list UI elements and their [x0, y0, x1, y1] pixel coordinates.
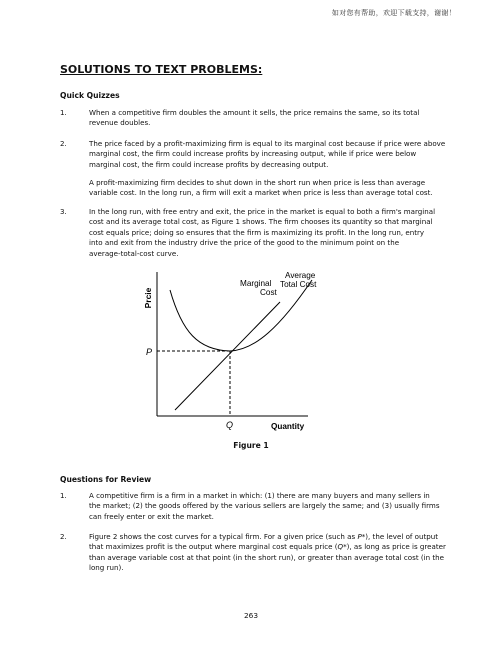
- review-1-number: 1.: [60, 491, 67, 500]
- quiz-2b-line-1: A profit-maximizing firm decides to shut down in the short run when price is less than average: [89, 178, 426, 187]
- y-axis-label: Prcie: [143, 287, 153, 309]
- review-2-line-1: [89, 532, 459, 542]
- figure-1-cost-curves: [130, 262, 330, 437]
- quiz-3-text: [89, 207, 459, 259]
- quiz-3-line-4: into and exit from the industry drive the price of the good to the minimum point on the: [89, 238, 400, 248]
- quiz-1-line-1: When a competitive firm doubles the amount it sells, the price remains the same, so its total: [89, 108, 420, 117]
- quiz-1-line-2: revenue doubles.: [89, 118, 151, 128]
- review-2-line-1-b: *), the level of output: [361, 532, 439, 541]
- review-1-line-2: the market; (2) the goods offered by the various sellers are largely the same; and (3) usually firms: [89, 501, 440, 511]
- p-star-variable: P: [357, 532, 362, 541]
- review-2-line-2: [89, 542, 459, 552]
- p-label: P: [146, 347, 153, 357]
- quiz-1-text: [89, 108, 459, 129]
- questions-for-review-heading: Questions for Review: [60, 475, 152, 484]
- review-2-line-2-b: *), as long as price is greater: [343, 542, 446, 552]
- quiz-3-number: 3.: [60, 207, 67, 216]
- average-total-cost-curve: [170, 280, 312, 351]
- quick-quizzes-heading: Quick Quizzes: [60, 91, 120, 100]
- review-1-line-1: A competitive firm is a firm in a market in which: (1) there are many buyers and many sellers in: [89, 491, 430, 500]
- quiz-1-number: 1.: [60, 108, 67, 117]
- review-1-text: [89, 491, 459, 522]
- review-2-line-2-a: that maximizes profit is the output where marginal cost equals price (: [89, 542, 338, 552]
- review-1-line-3: can freely enter or exit the market.: [89, 511, 214, 521]
- quiz-3-line-1: In the long run, with free entry and exit, the price in the market is equal to both a firm's marginal: [89, 207, 436, 216]
- page-number: 263: [243, 611, 259, 620]
- quiz-2-shutdown-text: [89, 178, 459, 199]
- quiz-3-line-5: average-total-cost curve.: [89, 248, 179, 258]
- marginal-cost-curve: [175, 302, 280, 410]
- x-axis-label: Quantity: [271, 422, 305, 431]
- q-label: Q: [226, 420, 234, 430]
- quiz-3-line-3: cost equals price; doing so ensures that the firm is maximizing its profit. In the long run, entry: [89, 227, 425, 237]
- page-title: SOLUTIONS TO TEXT PROBLEMS:: [60, 63, 263, 76]
- mc-label-line-2: Cost: [260, 288, 277, 297]
- review-2-line-1-a: Figure 2 shows the cost curves for a typical firm. For a given price (such as: [89, 532, 358, 541]
- quiz-3-line-2: cost and its average total cost, as Figure 1 shows. The firm chooses its quantity so that marginal: [89, 217, 433, 227]
- quiz-2-line-3: marginal cost, the firm could increase profits by decreasing output.: [89, 159, 329, 169]
- quiz-2b-line-2: variable cost. In the long run, a firm will exit a market when price is less than average total cost.: [89, 188, 433, 198]
- quiz-2-line-2: marginal cost, the firm could increase profits by increasing output, while if price were below: [89, 149, 417, 159]
- review-2-text: [89, 532, 459, 574]
- atc-label-line-2: Total Cost: [280, 280, 317, 289]
- quiz-2-text: [89, 139, 459, 170]
- figure-1-caption: Figure 1: [233, 441, 269, 450]
- header-note: 如对您有帮助，欢迎下载支持，谢谢！: [331, 9, 456, 17]
- quiz-2-line-1: The price faced by a profit-maximizing firm is equal to its marginal cost because if price were above: [89, 139, 446, 148]
- q-star-variable: Q: [337, 542, 344, 552]
- quiz-2-number: 2.: [60, 139, 67, 148]
- review-2-line-4: long run).: [89, 563, 124, 573]
- atc-label-line-1: Average: [285, 271, 316, 280]
- review-2-number: 2.: [60, 532, 67, 541]
- mc-label-line-1: Marginal: [240, 279, 272, 288]
- review-2-line-3: than average variable cost at that point (in the short run), or greater than average total cost (in the: [89, 552, 445, 562]
